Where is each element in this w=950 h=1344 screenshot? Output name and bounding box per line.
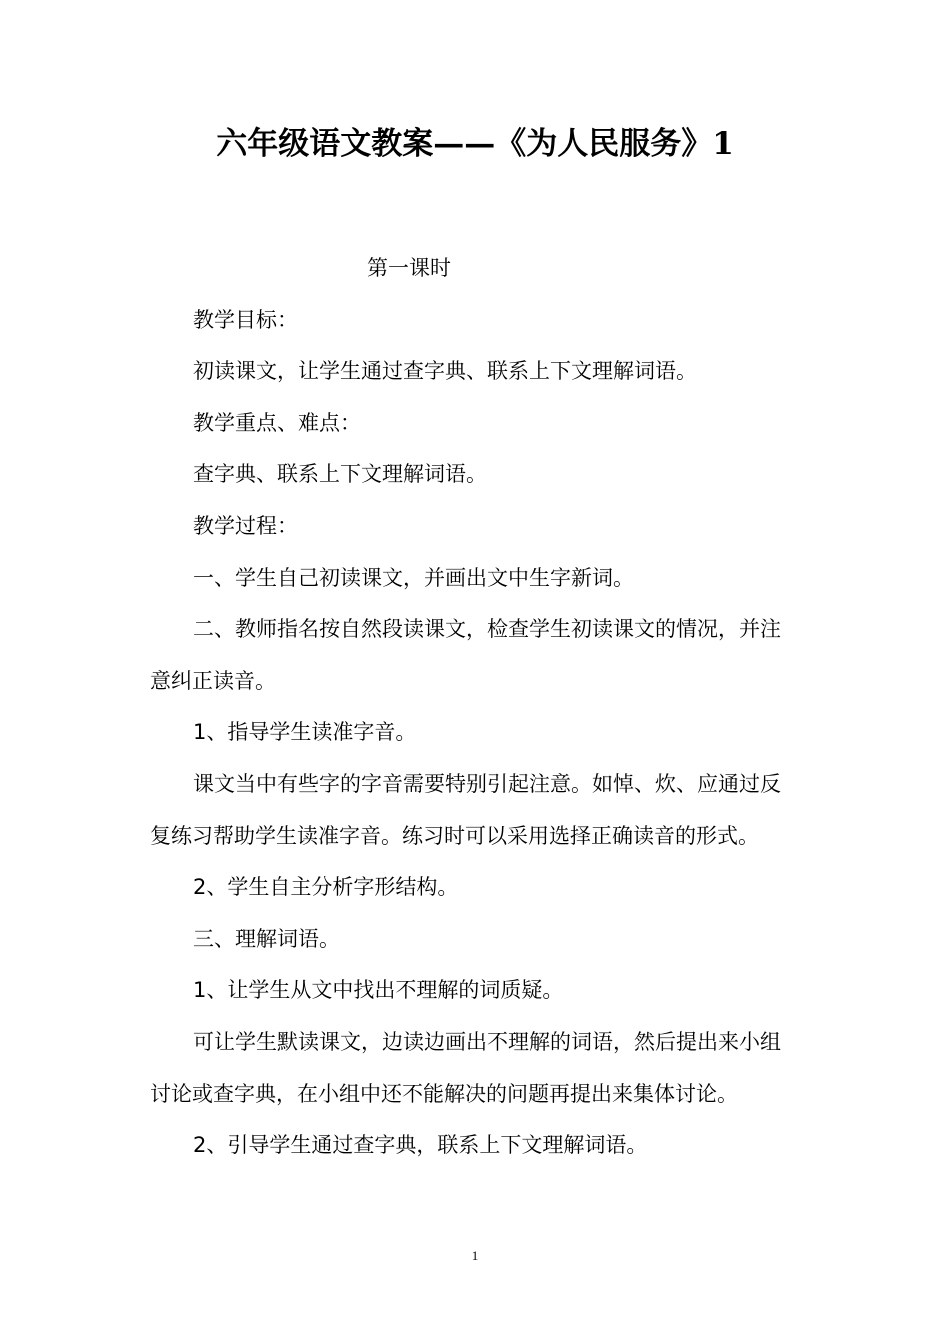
paragraph: 教学过程： [193, 513, 298, 538]
page-number: 1 [471, 1248, 479, 1263]
paragraph: 三、理解词语。 [193, 926, 340, 951]
paragraph: 2、引导学生通过查字典，联系上下文理解词语。 [193, 1133, 648, 1158]
paragraph: 初读课文，让学生通过查字典、联系上下文理解词语。 [193, 359, 697, 384]
paragraph: 教学目标： [193, 307, 298, 332]
paragraph: 可让学生默读课文，边读边画出不理解的词语，然后提出来小组讨论或查字典，在小组中还不能解决的问题再提出来集体讨论。 [150, 1029, 781, 1106]
paragraph: 一、学生自己初读课文，并画出文中生字新词。 [193, 565, 634, 590]
paragraph: 查字典、联系上下文理解词语。 [193, 462, 487, 487]
paragraph: 1、让学生从文中找出不理解的词质疑。 [193, 978, 564, 1003]
paragraph: 二、教师指名按自然段读课文，检查学生初读课文的情况，并注意纠正读音。 [150, 617, 781, 693]
document-body [150, 243, 800, 1172]
paragraph: 教学重点、难点： [193, 410, 361, 435]
paragraph: 2、学生自主分析字形结构。 [193, 875, 459, 900]
paragraph: 课文当中有些字的字音需要特别引起注意。如悼、炊、应通过反复练习帮助学生读准字音。练习时可以采用选择正确读音的形式。 [150, 771, 781, 848]
lesson-heading: 第一课时 [367, 256, 451, 280]
paragraph: 1、指导学生读准字音。 [193, 720, 417, 745]
document-title: 六年级语文教案——《为人民服务》1 [216, 126, 734, 162]
